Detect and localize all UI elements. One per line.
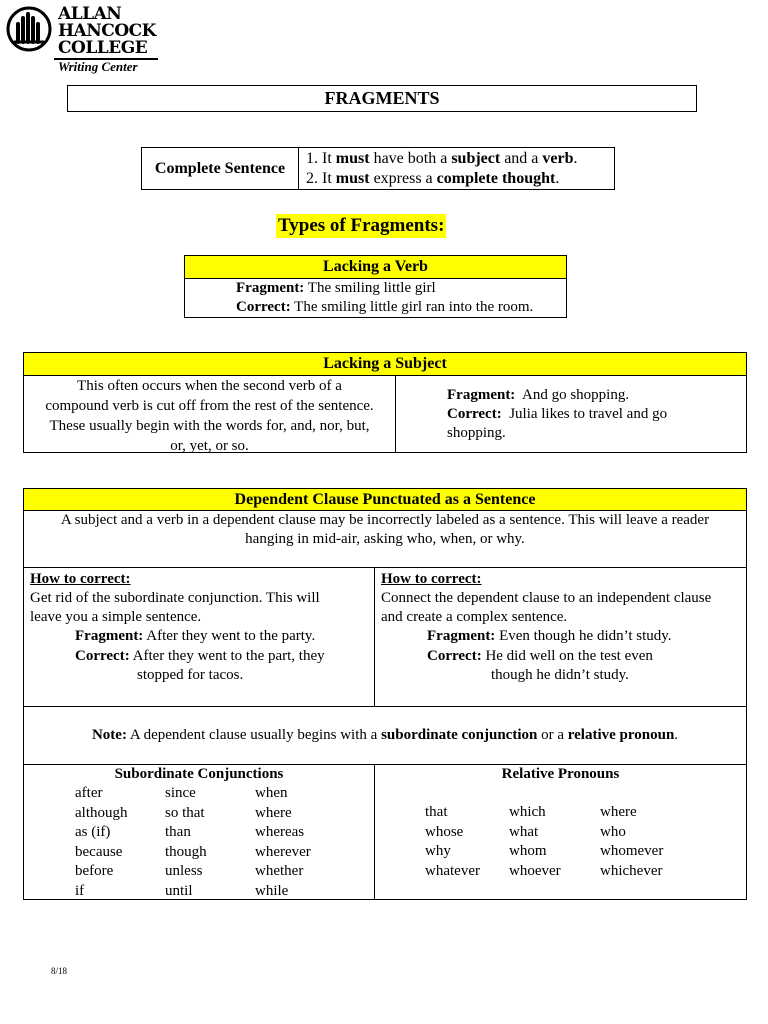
list-item: whether xyxy=(255,863,304,879)
logo-line-2: HANCOCK xyxy=(58,21,156,41)
correction-simple-sentence: How to correct: Get rid of the subordinate conjunction. This will leave you a simple sentence. Fragment: After they went to the party. Correct: After they went to the part, they stopped for tacos. xyxy=(24,568,375,707)
list-item: though xyxy=(165,843,207,860)
list-item: if xyxy=(75,882,85,899)
lacking-subject-explanation: This often occurs when the second verb of a compound verb is cut off from the rest of the sentence. These usually begin with the words for, and, nor, but, or, yet, or so. xyxy=(24,376,396,452)
lacking-verb-correct: Correct: The smiling little girl ran into the room. xyxy=(236,299,534,315)
list-item: where xyxy=(600,804,637,820)
list-item: while xyxy=(255,882,289,899)
dependent-clause-intro: A subject and a verb in a dependent clause may be incorrectly labeled as a sentence. This will leave a reader hanging in mid-air, asking who, when, or why. xyxy=(24,511,746,568)
complete-sentence-rules xyxy=(306,149,578,189)
list-item: where xyxy=(255,804,292,821)
lacking-verb-box xyxy=(184,255,567,318)
logo-subtitle: Writing Center xyxy=(58,59,138,74)
list-item: than xyxy=(165,824,191,840)
lacking-subject-example: Fragment: And go shopping. Correct: Julia likes to travel and go shopping. xyxy=(447,387,668,441)
how-to-correct-label: How to correct: xyxy=(381,571,482,587)
list-item: whichever xyxy=(600,862,663,879)
list-item: why xyxy=(425,843,451,859)
list-item: whomever xyxy=(600,843,664,859)
list-item: before xyxy=(75,863,114,879)
list-item: until xyxy=(165,882,193,899)
types-heading: Types of Fragments: xyxy=(278,215,445,236)
college-seal-icon xyxy=(6,6,52,52)
list-item: as (if) xyxy=(75,824,111,840)
list-item: whatever xyxy=(425,862,480,879)
list-item: what xyxy=(509,823,539,840)
logo-line-1: ALLAN xyxy=(58,4,122,24)
list-item: that xyxy=(425,804,448,820)
how-to-correct-label: How to correct: xyxy=(30,571,131,587)
list-item: when xyxy=(255,785,288,801)
list-item: so that xyxy=(165,804,205,821)
left-correct-example: Correct: After they went to the part, they xyxy=(75,648,325,664)
page-title: FRAGMENTS xyxy=(67,85,697,112)
list-item: unless xyxy=(165,863,203,879)
subordinate-conjunctions-list xyxy=(24,765,375,899)
lacking-subject-heading: Lacking a Subject xyxy=(24,353,746,376)
list-item: wherever xyxy=(255,843,311,860)
subordinate-conjunctions-heading: Subordinate Conjunctions xyxy=(114,766,284,782)
right-fragment-example: Fragment: Even though he didn’t study. xyxy=(427,628,672,644)
dependent-clause-box xyxy=(23,488,747,900)
logo-line-3: COLLEGE xyxy=(58,38,148,58)
lacking-subject-box xyxy=(23,352,747,453)
rule-1: 1. It must have both a subject and a verb. xyxy=(306,150,578,167)
note-row: Note: A dependent clause usually begins with a subordinate conjunction or a relative pronoun. xyxy=(24,707,746,765)
correction-complex-sentence: How to correct: Connect the dependent clause to an independent clause and create a complex sentence. Fragment: Even though he didn’t study. Correct: He did well on the test even though he didn’t study. xyxy=(375,568,746,707)
lacking-verb-fragment: Fragment: The smiling little girl xyxy=(236,280,436,296)
list-item: since xyxy=(165,785,196,801)
list-item: whoever xyxy=(509,862,561,879)
revision-date: 8/18 xyxy=(51,966,68,976)
list-item: whose xyxy=(425,823,464,840)
lacking-verb-heading: Lacking a Verb xyxy=(185,256,566,279)
list-item: whom xyxy=(509,843,547,859)
list-item: whereas xyxy=(255,824,305,840)
rule-2: 2. It must express a complete thought. xyxy=(306,170,560,187)
college-logo xyxy=(6,4,166,74)
list-item: after xyxy=(75,785,103,801)
list-item: because xyxy=(75,843,123,860)
list-item: although xyxy=(75,804,128,821)
right-correct-example: Correct: He did well on the test even xyxy=(427,648,653,664)
relative-pronouns-heading: Relative Pronouns xyxy=(501,766,620,782)
left-fragment-example: Fragment: After they went to the party. xyxy=(75,628,316,644)
dependent-clause-heading: Dependent Clause Punctuated as a Sentence xyxy=(24,489,746,511)
complete-sentence-box xyxy=(141,147,615,190)
complete-sentence-label: Complete Sentence xyxy=(142,148,299,189)
list-item: who xyxy=(600,823,626,840)
list-item: which xyxy=(509,804,546,820)
relative-pronouns-list xyxy=(375,765,746,899)
